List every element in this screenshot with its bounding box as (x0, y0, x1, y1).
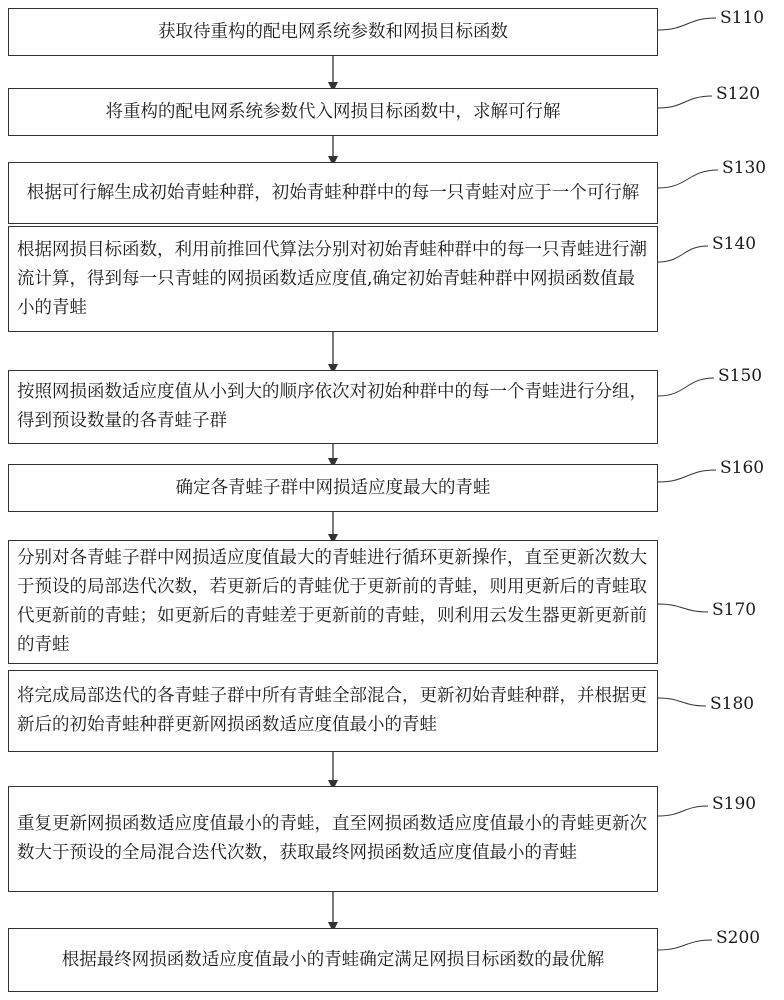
step-text-s180: 将完成局部迭代的各青蛙子群中所有青蛙全部混合，更新初始青蛙种群，并根据更新后的初始青蛙种群更新网损函数适应度值最小的青蛙 (17, 686, 647, 735)
step-label-s120: S120 (716, 84, 761, 104)
leader-curve-10 (658, 940, 712, 950)
step-text-s160: 确定各青蛙子群中网损适应度最大的青蛙 (175, 477, 491, 498)
leader-curve-3 (658, 170, 718, 188)
step-box-s180 (8, 670, 658, 752)
step-label-leaders (658, 18, 718, 950)
step-label-s170: S170 (712, 600, 757, 620)
leader-curve-7 (658, 604, 708, 612)
step-box-s130 (8, 162, 658, 224)
leader-curve-8 (658, 698, 706, 706)
leader-curve-9 (658, 806, 708, 816)
step-box-s140 (8, 226, 658, 332)
step-box-s190 (8, 786, 658, 892)
step-text-s150: 按照网损函数适应度值从小到大的顺序依次对初始种群中的每一个青蛙进行分组，得到预设数量的各青蛙子群 (17, 382, 647, 431)
step-text-s120: 将重构的配电网系统参数代入网损目标函数中，求解可行解 (105, 101, 561, 122)
step-box-s160 (8, 464, 658, 512)
leader-curve-1 (658, 18, 716, 30)
step-text-s130: 根据可行解生成初始青蛙种群，初始青蛙种群中的每一只青蛙对应于一个可行解 (26, 182, 640, 203)
step-box-s170 (8, 540, 658, 664)
leader-curve-2 (658, 96, 712, 108)
leader-curve-5 (658, 378, 714, 396)
leader-curve-4 (658, 246, 708, 262)
step-text-s170: 分别对各青蛙子群中网损适应度值最大的青蛙进行循环更新操作，直至更新次数大于预设的局部迭代次数，若更新后的青蛙优于更新前的青蛙，则用更新后的青蛙取代更新前的青蛙；如更新后的青蛙差于更新前的青蛙，则利用云发生器更新更新前的青蛙 (17, 548, 647, 655)
step-label-s130: S130 (722, 158, 767, 178)
step-text-s200: 根据最终网损函数适应度值最小的青蛙确定满足网损目标函数的最优解 (61, 949, 605, 970)
step-box-s110 (8, 8, 658, 56)
step-text-s190: 重复更新网损函数适应度值最小的青蛙，直至网损函数适应度值最小的青蛙更新次数大于预设的全局混合迭代次数，获取最终网损函数适应度值最小的青蛙 (17, 814, 647, 863)
step-box-s150 (8, 370, 658, 444)
step-label-s110: S110 (720, 8, 765, 28)
leader-curve-6 (658, 470, 716, 482)
step-label-s140: S140 (712, 234, 757, 254)
step-label-s180: S180 (710, 694, 755, 714)
step-label-s160: S160 (720, 458, 765, 478)
step-text-s140: 根据网损目标函数，利用前推回代算法分别对初始青蛙种群中的每一只青蛙进行潮流计算，得到每一只青蛙的网损函数适应度值,确定初始青蛙种群中网损函数值最小的青蛙 (17, 239, 647, 318)
step-label-s190: S190 (712, 794, 757, 814)
step-text-s110: 获取待重构的配电网系统参数和网损目标函数 (158, 21, 508, 42)
step-box-s200 (8, 928, 658, 992)
step-label-s200: S200 (716, 928, 761, 948)
step-box-s120 (8, 88, 658, 136)
step-label-s150: S150 (718, 366, 763, 386)
